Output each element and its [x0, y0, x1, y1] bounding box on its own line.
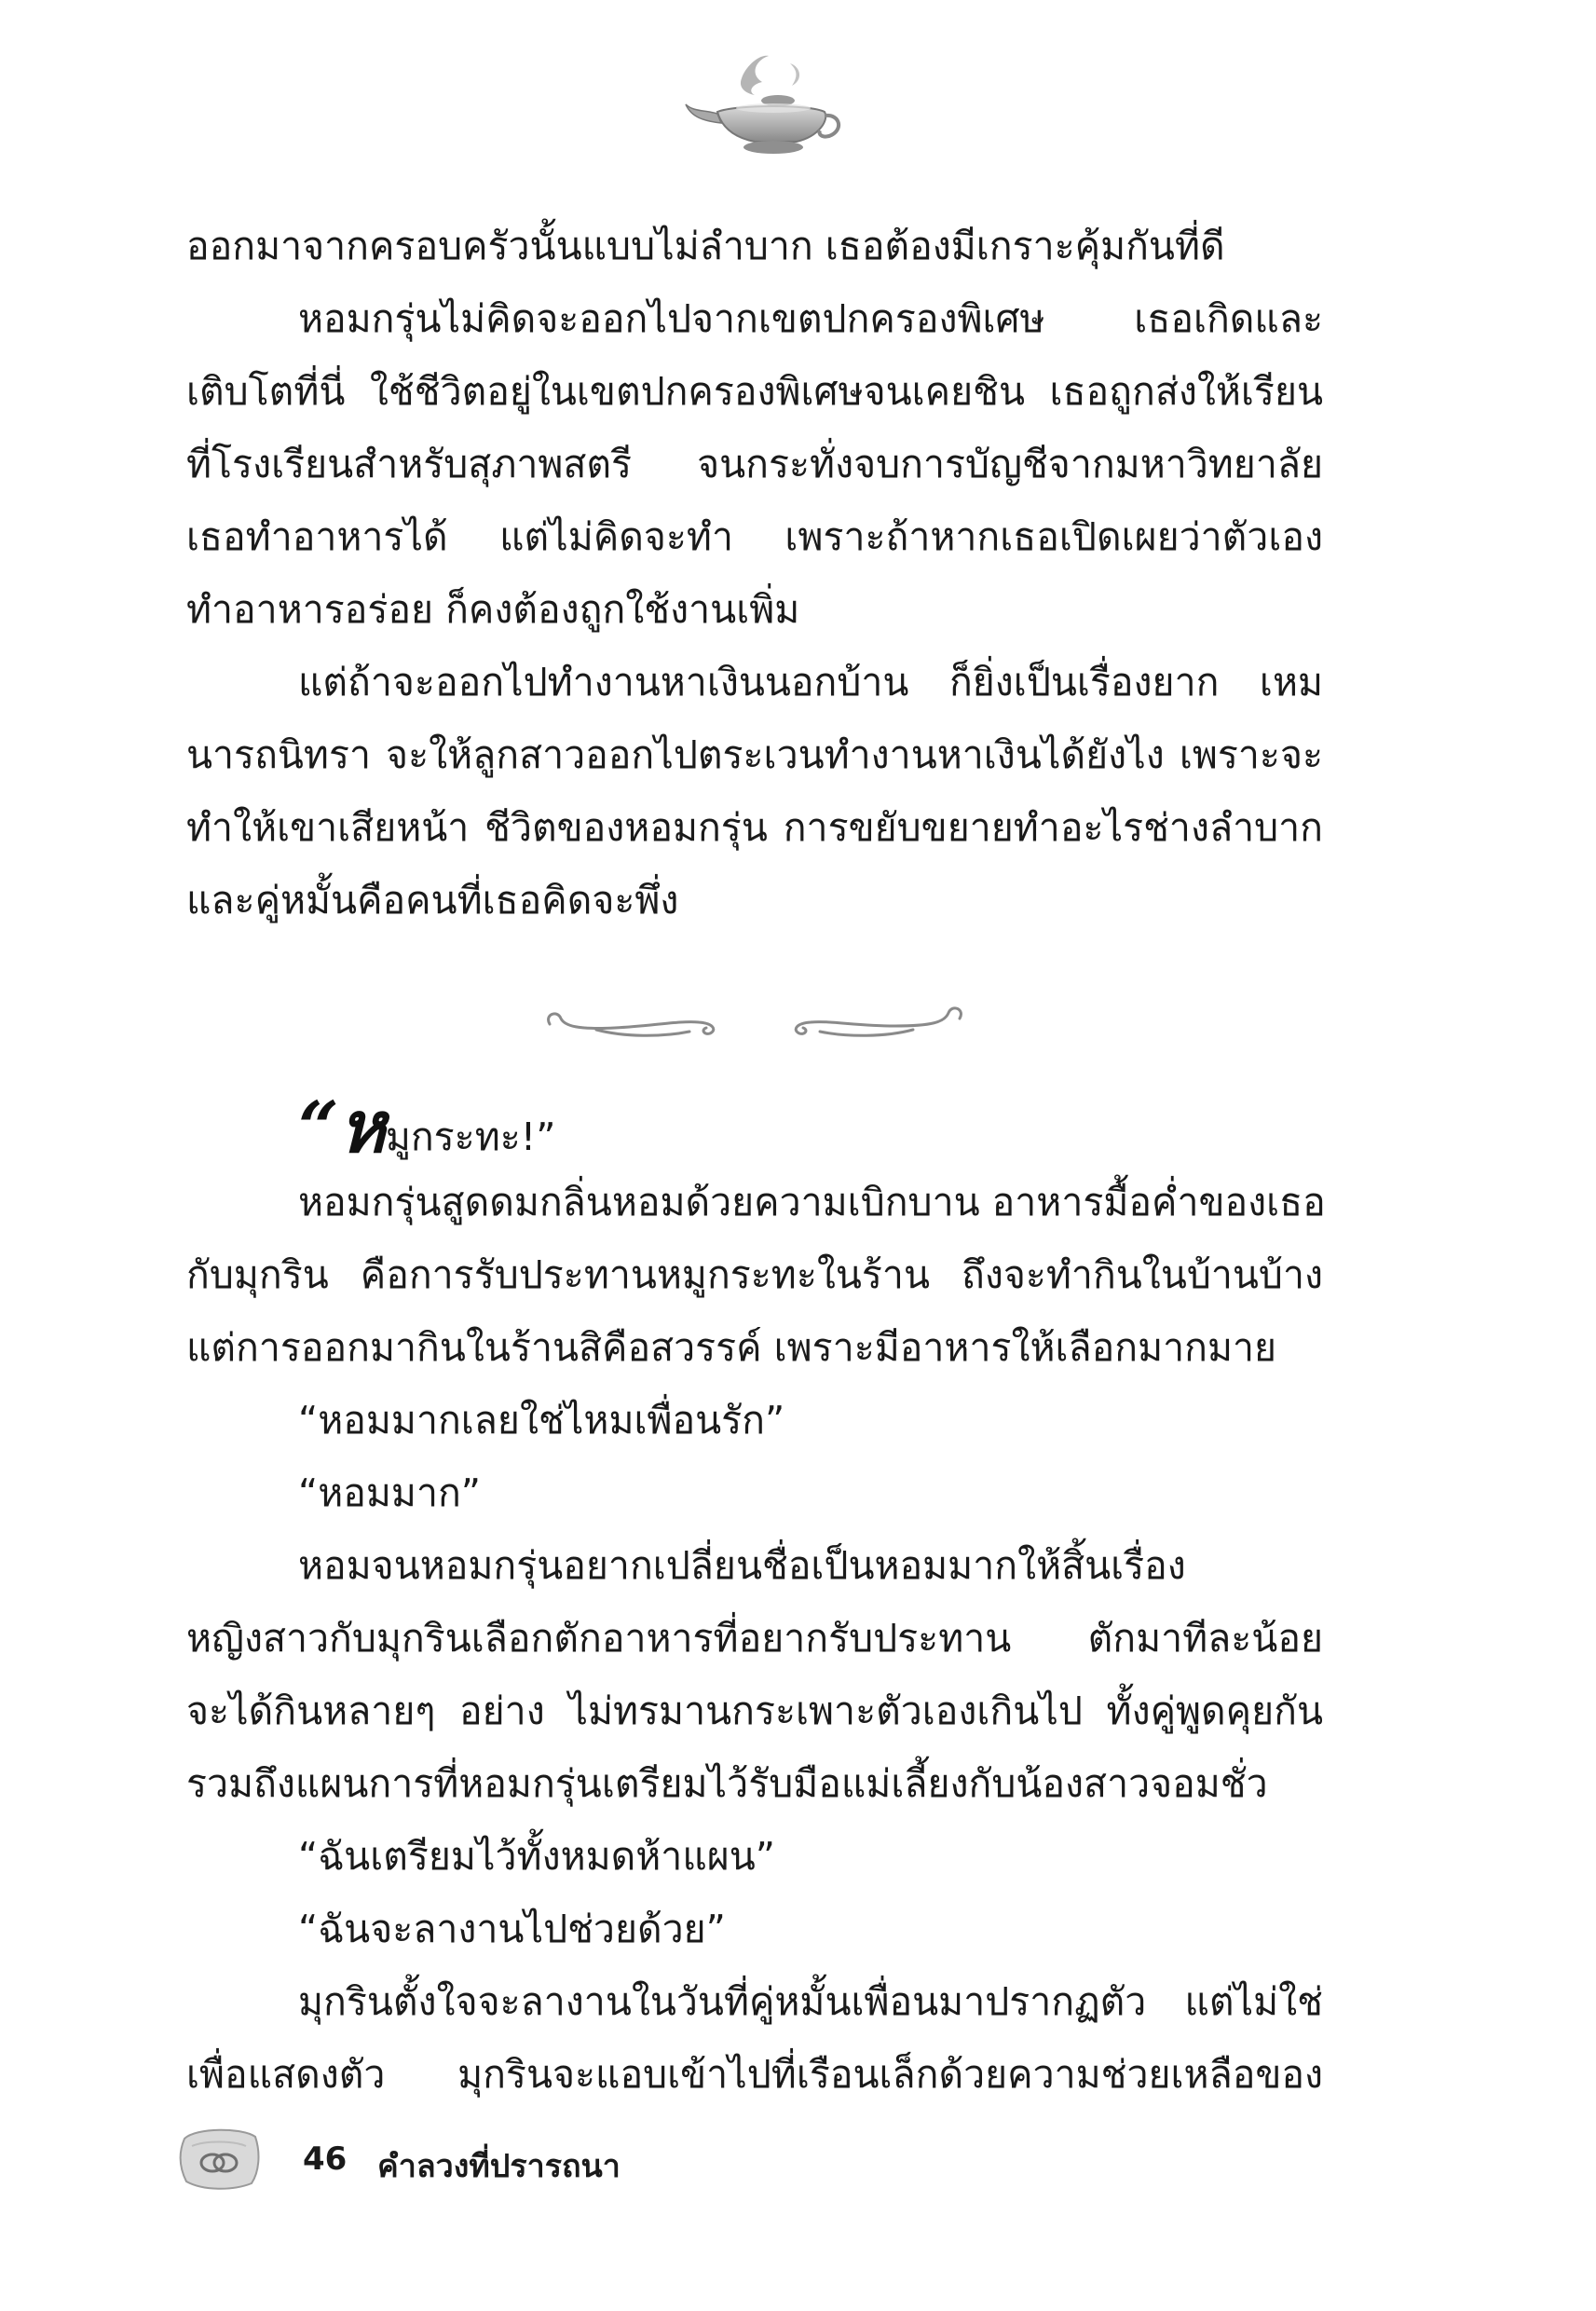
- text-line: รวมถึงแผนการที่หอมกรุ่นเตรียมไว้รับมือแม่เลี้ยงกับน้องสาวจอมชั่ว: [186, 1761, 1268, 1806]
- text-line: “หอมมาก”: [298, 1470, 482, 1515]
- drop-cap: “ห: [298, 1086, 386, 1169]
- genie-lamp-icon: [680, 47, 848, 168]
- text-line: หอมกรุ่นไม่คิดจะออกไปจากเขตปกครองพิเศษ เธอเกิดและ: [298, 296, 1323, 341]
- page-footer: [177, 2120, 829, 2204]
- text-line: “ฉันเตรียมไว้ทั้งหมดห้าแผน”: [298, 1834, 776, 1879]
- flourish-divider-icon: [540, 992, 969, 1048]
- text-line: และคู่หมั้นคือคนที่เธอคิดจะพึ่ง: [186, 878, 679, 923]
- text-line: เติบโตที่นี่ ใช้ชีวิตอยู่ในเขตปกครองพิเศษจนเคยชิน เธอถูกส่งให้เรียน: [186, 369, 1323, 414]
- text-line: หอมกรุ่นสูดดมกลิ่นหอมด้วยความเบิกบาน อาหารมื้อค่ำของเธอ: [298, 1180, 1326, 1224]
- text-line: ที่โรงเรียนสำหรับสุภาพสตรี จนกระทั่งจบการบัญชีจากมหาวิทยาลัย: [186, 442, 1323, 486]
- text-line: จะได้กินหลายๆ อย่าง ไม่ทรมานกระเพาะตัวเองเกินไป ทั้งคู่พูดคุยกัน: [186, 1689, 1323, 1733]
- text-line: กับมุกริน คือการรับประทานหมูกระทะในร้าน ถึงจะทำกินในบ้านบ้าง: [186, 1252, 1323, 1297]
- text-line: ทำให้เขาเสียหน้า ชีวิตของหอมกรุ่น การขยับขยายทำอะไรช่างลำบาก: [186, 805, 1323, 850]
- text-line: “หอมมากเลยใช่ไหมเพื่อนรัก”: [298, 1398, 785, 1443]
- text-line: เพื่อแสดงตัว มุกรินจะแอบเข้าไปที่เรือนเล็กด้วยความช่วยเหลือของ: [186, 2052, 1323, 2097]
- text-line: นารถนิทรา จะให้ลูกสาวออกไปตระเวนทำงานหาเงินได้ยังไง เพราะจะ: [186, 732, 1323, 777]
- text-line: ทำอาหารอร่อย ก็คงต้องถูกใช้งานเพิ่ม: [186, 587, 800, 632]
- text-line: เธอทำอาหารได้ แต่ไม่คิดจะทำ เพราะถ้าหากเธอเปิดเผยว่าตัวเอง: [186, 514, 1323, 559]
- page-number: 46: [303, 2140, 348, 2178]
- text-line: “ฉันจะลางานไปช่วยด้วย”: [298, 1907, 726, 1951]
- text-line: หญิงสาวกับมุกรินเลือกตักอาหารที่อยากรับประทาน ตักมาทีละน้อย: [186, 1616, 1323, 1661]
- text-line: มุกรินตั้งใจจะลางานในวันที่คู่หมั้นเพื่อนมาปรากฏตัว แต่ไม่ใช่: [298, 1979, 1323, 2024]
- text-line: หอมจนหอมกรุ่นอยากเปลี่ยนชื่อเป็นหอมมากให้สิ้นเรื่อง: [298, 1543, 1186, 1588]
- text-line: แต่ถ้าจะออกไปทำงานหาเงินนอกบ้าน ก็ยิ่งเป็นเรื่องยาก เหม: [298, 660, 1323, 704]
- rings-pillow-icon: [177, 2120, 261, 2195]
- chapter-opening: [298, 1086, 555, 1169]
- book-title: คำลวงที่ปรารถนา: [377, 2148, 621, 2185]
- drop-cap-rest: มูกระทะ!”: [385, 1114, 556, 1159]
- text-line: แต่การออกมากินในร้านสิคือสวรรค์ เพราะมีอาหารให้เลือกมากมาย: [186, 1325, 1277, 1370]
- text-line: ออกมาจากครอบครัวนั้นแบบไม่ลำบาก เธอต้องมีเกราะคุ้มกันที่ดี: [186, 224, 1225, 268]
